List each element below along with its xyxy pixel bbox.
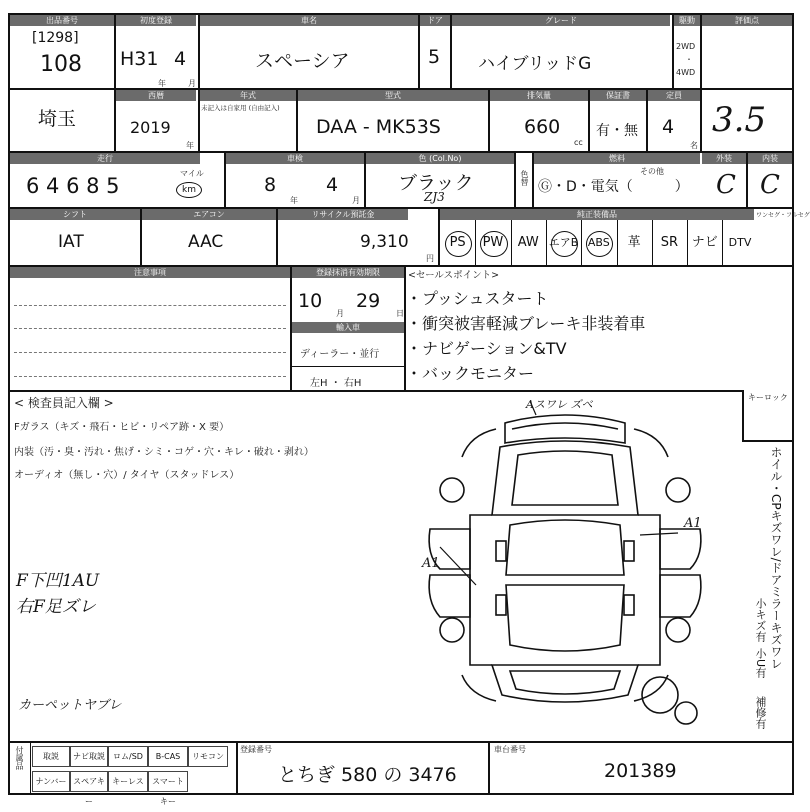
col-sep — [236, 742, 238, 793]
row-sep-6 — [8, 741, 794, 743]
displacement-label: 排気量 — [490, 90, 588, 101]
equipment-item: PS — [449, 235, 466, 250]
col-sep — [700, 15, 702, 152]
car-damage-diagram — [400, 395, 730, 740]
year-unit: 年 — [290, 196, 298, 205]
expiry-month: 10 — [298, 290, 323, 312]
lot-label: 出品番号 — [10, 15, 114, 26]
equipment-separator — [722, 220, 723, 265]
capacity: 4 — [662, 116, 675, 138]
model-note: 未記入は自家用 (自由記入) — [201, 104, 280, 112]
color-change-label: 色替 — [520, 170, 529, 186]
equipment-label: 純正装備品 — [440, 209, 754, 220]
equipment-separator — [581, 220, 582, 265]
accessory-cell: ナンバー — [32, 771, 70, 792]
col-sep — [198, 15, 200, 89]
col-sep — [742, 390, 744, 442]
model-year: 2019 — [130, 118, 171, 137]
model-label: 年式 — [200, 90, 296, 101]
col-sep — [514, 152, 516, 207]
accessory-cell: リモコン — [188, 746, 228, 767]
doors: 5 — [428, 46, 441, 68]
mileage-label: 走行 — [10, 153, 200, 164]
drive-4wd: 4WD — [676, 68, 696, 77]
keylock-label: キーロック — [748, 393, 788, 402]
mileage: 6 4 6 8 5 — [26, 174, 120, 198]
grade: ハイブリッドG — [478, 54, 592, 74]
expiry-day: 29 — [356, 290, 381, 312]
warranty: 有・無 — [596, 123, 638, 139]
sales-point-4: ・バックモニター — [406, 364, 535, 383]
mileage-unit-km: km — [176, 182, 202, 198]
lot-number: 108 — [40, 52, 82, 77]
equipment-circle-mark — [551, 231, 578, 257]
month-unit: 月 — [188, 79, 196, 88]
inspection-month: 4 — [326, 174, 339, 196]
recycle-label: リサイクル預託金 — [278, 209, 408, 220]
steering: 左H ・ 右H — [310, 378, 362, 389]
inspector-title: < 検査員記入欄 > — [14, 396, 114, 410]
recycle: 9,310 — [360, 232, 409, 252]
inspector-line-2: 内装（汚・臭・汚れ・焦げ・シミ・コゲ・穴・キレ・破れ・剥れ） — [14, 447, 314, 458]
equipment-item: DTV — [728, 236, 752, 249]
year-unit: 年 — [158, 79, 166, 88]
row-sep — [290, 366, 406, 367]
sales-point-1: ・プッシュスタート — [406, 289, 549, 308]
col-sep — [488, 742, 490, 793]
score: 3.5 — [712, 100, 767, 140]
tv-label: ワンセグ・フルセグ — [756, 212, 810, 219]
exterior-label: 外装 — [702, 153, 746, 164]
side-note-4: 補修有 — [754, 696, 767, 729]
accessories-label: 付属品 — [15, 746, 24, 770]
model-year-label: 西暦 — [116, 90, 196, 101]
row-sep — [742, 440, 794, 442]
fuel: Ⓖ・D・電気（ ） — [538, 179, 689, 195]
diagram-top-note: Aスワレ ズベ — [526, 398, 593, 411]
accessory-cell: 取説 — [32, 746, 70, 767]
equipment-item: エアB — [548, 236, 579, 249]
recycle-unit: 円 — [426, 254, 434, 263]
hand-note-2: 右F足ズレ — [16, 597, 96, 617]
equipment-item: 革 — [627, 235, 641, 250]
equipment-item: PW — [482, 235, 504, 250]
month-unit: 月 — [352, 196, 360, 205]
ac-label: エアコン — [142, 209, 276, 220]
accessory-cell: スペアキー — [70, 771, 108, 792]
inspection-year: 8 — [264, 174, 277, 196]
hand-note-1: F下凹1AU — [16, 571, 100, 591]
month-unit: 月 — [336, 309, 344, 318]
capacity-label: 定員 — [648, 90, 700, 101]
col-sep — [30, 742, 31, 793]
accessory-cell: B-CAS — [148, 746, 188, 767]
color-label: 色 (Col.No) — [366, 153, 514, 164]
chassis: 201389 — [604, 760, 677, 782]
diagram-a1-left: A1 — [422, 556, 440, 571]
year-unit: 年 — [186, 141, 194, 150]
row-sep-5 — [8, 390, 743, 392]
exterior: C — [716, 170, 736, 200]
col-sep — [114, 15, 116, 151]
shift: IAT — [58, 232, 84, 252]
sales-title: <セールスポイント> — [408, 270, 500, 281]
color-no: ZJ3 — [424, 190, 445, 204]
inspector-line-3: オーディオ（無し・穴）/ タイヤ（スタッドレス） — [14, 470, 240, 481]
accessory-cell: キーレス — [108, 771, 148, 792]
doors-label: ドア — [420, 15, 450, 26]
equipment-item: AW — [517, 235, 539, 250]
first-reg-month: 4 — [174, 48, 187, 70]
warranty-label: 保証書 — [590, 90, 646, 101]
frame-right — [792, 13, 794, 795]
equipment-circle-mark — [445, 231, 472, 257]
equipment-separator — [617, 220, 618, 265]
ac: AAC — [188, 232, 224, 252]
equipment-item: ABS — [587, 236, 610, 249]
inspection-label: 車検 — [226, 153, 364, 164]
type-label: 型式 — [298, 90, 488, 101]
fuel-other: その他 — [640, 167, 664, 176]
first-reg-label: 初度登録 — [116, 15, 196, 26]
grade-label: グレード — [452, 15, 670, 26]
col-sep — [672, 15, 674, 89]
expiry-label: 登録抹消有効期限 — [292, 267, 404, 278]
fuel-label: 燃料 — [534, 153, 700, 164]
car-name: スペーシア — [255, 50, 350, 72]
import-label: 輸入車 — [292, 322, 404, 333]
plate: とちぎ 580 の 3476 — [278, 764, 457, 786]
color: ブラック — [398, 172, 474, 194]
chassis-label: 車台番号 — [494, 745, 526, 754]
interior-label: 内装 — [748, 153, 792, 164]
first-reg-era: H31 — [120, 48, 159, 70]
interior: C — [760, 170, 780, 200]
diagram-a1-right: A1 — [684, 516, 702, 531]
side-note-1: ホイル・CPキズワレ/ドアミラーキズワレ — [769, 446, 783, 670]
sales-point-3: ・ナビゲーション&TV — [406, 339, 567, 358]
car-name-label: 車名 — [200, 15, 418, 26]
col-sep — [450, 15, 452, 89]
drive-label: 駆動 — [674, 15, 700, 26]
accessory-cell: スマートキー — [148, 771, 188, 792]
shift-label: シフト — [10, 209, 140, 220]
equipment-item: SR — [660, 235, 679, 250]
displacement: 660 — [524, 116, 561, 138]
notes-title: 注意事項 — [10, 267, 290, 278]
inspector-line-1: Fガラス（キズ・飛石・ヒビ・リペア跡・X 要） — [14, 422, 230, 433]
equipment-separator — [546, 220, 547, 265]
side-note-2: 小キズ有 — [754, 598, 767, 642]
auction-sheet: 出品番号 [1298] 108 初度登録 H31 4 年 月 車名 スペーシア ドア 5 グレード ハイブリッドG 駆動 2WD ・ 4WD 評価点 3.5 埼玉 西暦 2019 年 年式 未記入は自家用 (自由記入) 型式 DAA - MK53S 排気量 660 cc 保証書 有・無 定員 4 名 走行 6 4 6 8 5 マイル km 車検 8 年 4 月 色 (Col.No) ブラック ZJ3 色替 燃料 その他 Ⓖ・D・電気（ ） 外装 C 内装 C シフト IAT エアコン AAC リサイクル預託金 9,310 円 純正装備品 ワンセグ・フルセグ PS PW AW エアB ABS 革 SR ナビ DTV 注意事項 登録抹消有効期限 10 月 29 日 輸入車 ディーラー・並行 左H ・ 右H <セールスポイント> ・プッシュスタート ・衝突被害軽減ブレーキ非装着車 ・ナビゲーション&TV ・バックモニター < 検査員記入欄 > Fガラス（キズ・飛石・ヒビ・リペア跡・X 要） 内装（汚・臭・汚れ・焦げ・シミ・コゲ・穴・キレ・破れ・剥れ） オーディオ（無し・穴）/ タイヤ（スタッドレス） F下凹1AU 右F足ズレ カーペットヤブレ キーロック Aスワレ ズベ A1 A1 ホイル・CPキズワレ/ドアミラーキズワレ 小キズ有 小U有 補修有 付属品 取説 ナビ取説 ロム/SD B-CAS リモコン ナンバー スペアキー キーレス スマートキー 登録番号 とちぎ 580 の 3476 車台番号 201389 — [0, 0, 800, 800]
equipment-separator — [687, 220, 688, 265]
region: 埼玉 — [38, 108, 77, 130]
equipment-separator — [511, 220, 512, 265]
type: DAA - MK53S — [316, 116, 441, 138]
lot-code: [1298] — [32, 30, 79, 46]
day-unit: 日 — [396, 309, 404, 318]
displacement-unit: cc — [574, 138, 583, 147]
drive-2wd: 2WD — [676, 42, 696, 51]
capacity-unit: 名 — [690, 141, 698, 150]
mileage-unit-mile: マイル — [180, 169, 204, 178]
plate-label: 登録番号 — [240, 745, 272, 754]
equipment-item: ナビ — [691, 235, 718, 250]
import-value: ディーラー・並行 — [300, 349, 380, 360]
accessory-cell: ナビ取説 — [70, 746, 108, 767]
frame-bottom — [8, 793, 794, 795]
equipment-separator — [475, 220, 476, 265]
col-sep — [418, 15, 420, 89]
hand-note-3: カーペットヤブレ — [18, 698, 122, 713]
side-note-3: 小U有 — [754, 648, 767, 679]
equipment-separator — [652, 220, 653, 265]
score-label: 評価点 — [702, 15, 792, 26]
frame-left — [8, 13, 10, 795]
sales-point-2: ・衝突被害軽減ブレーキ非装着車 — [406, 314, 646, 333]
accessory-cell: ロム/SD — [108, 746, 148, 767]
equipment-circle-mark — [480, 231, 507, 257]
